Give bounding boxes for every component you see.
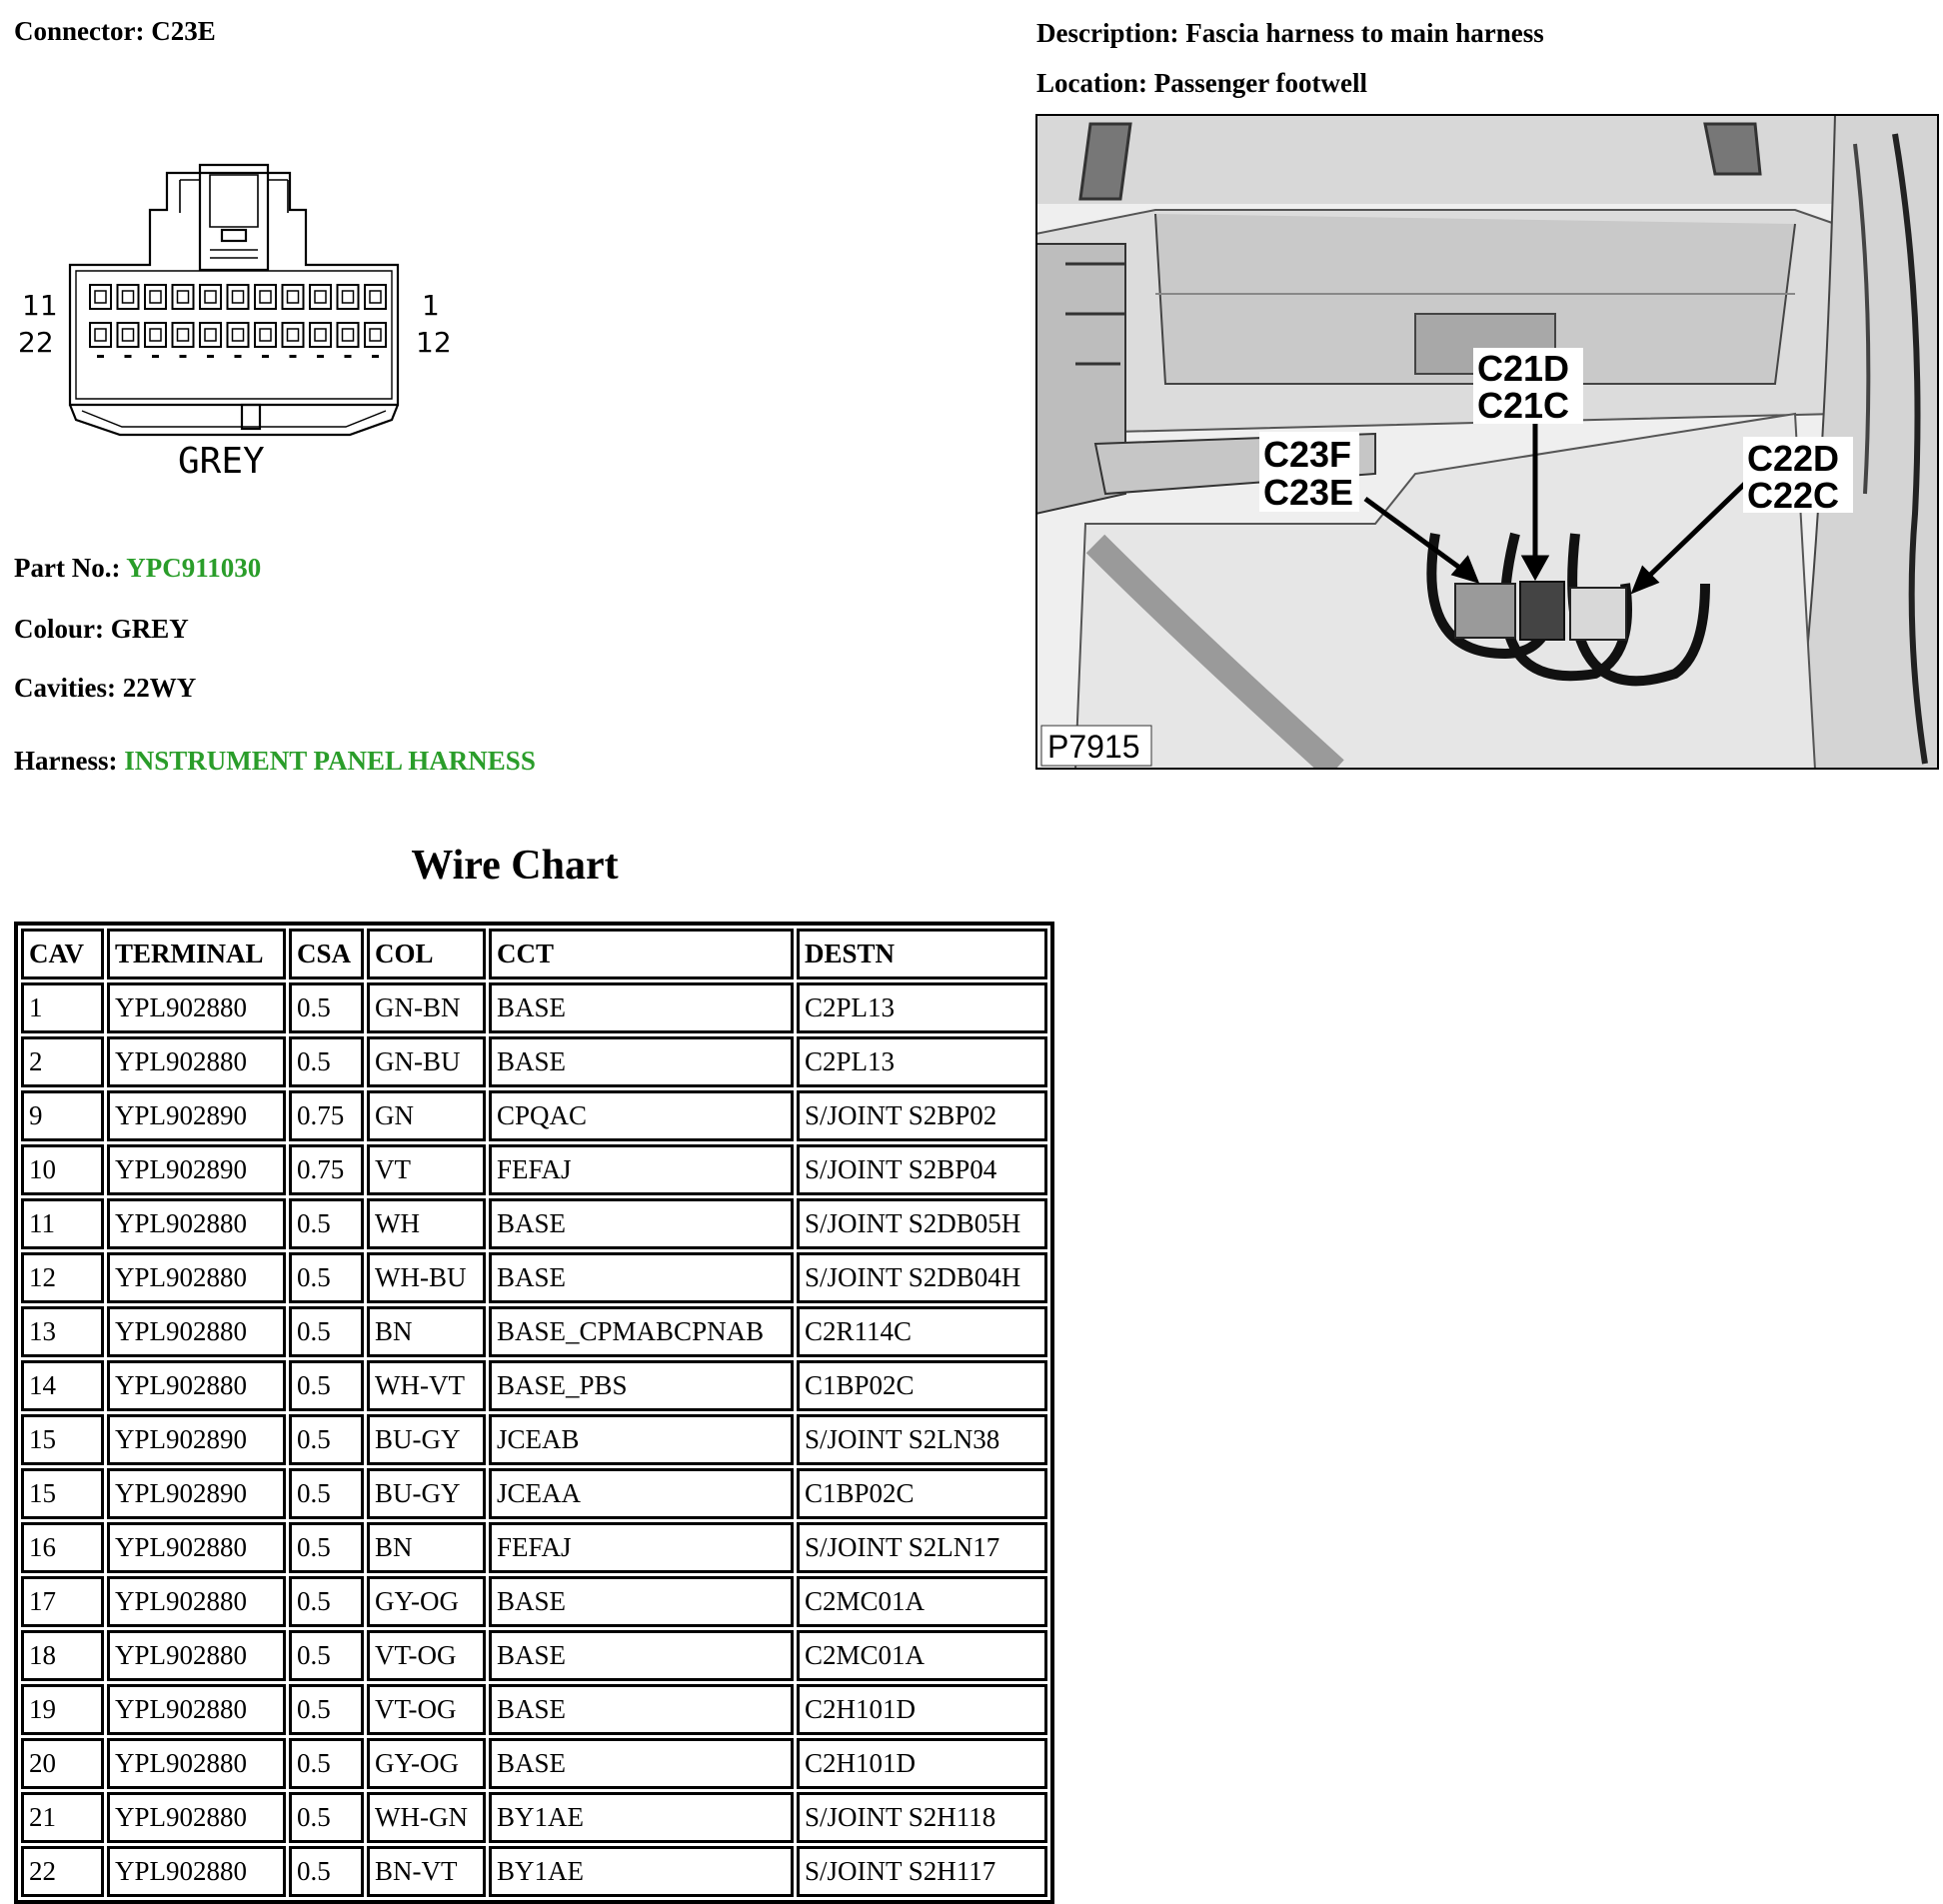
cell-cav: 17 [21,1576,104,1627]
cell-terminal: YPL902880 [107,1576,286,1627]
table-row [21,1792,1047,1843]
cell-destn: C2PL13 [797,982,1047,1033]
cell-cav: 18 [21,1630,104,1681]
location-value: Passenger footwell [1153,68,1367,98]
cell-col: GN [367,1090,486,1141]
pin-terminal [370,291,381,303]
column-header-cct: CCT [489,929,794,979]
cell-terminal: YPL902880 [107,1630,286,1681]
pin-cavity [283,285,304,309]
cell-cct: BASE_CPMABCPNAB [489,1306,794,1357]
table-row [21,1846,1047,1897]
table-row [21,1522,1047,1573]
cell-csa: 0.5 [289,1738,364,1789]
pin-number-22: 22 [18,326,54,359]
cavities-value: 22WY [122,673,197,703]
column-header-terminal: TERMINAL [107,929,286,979]
pin-cavity [200,323,221,347]
location-line [1036,68,1367,99]
part-number-link[interactable]: YPC911030 [126,553,262,583]
cell-cav: 1 [21,982,104,1033]
pin-terminal [288,329,299,341]
pin-terminal [260,291,271,303]
cell-col: BN-VT [367,1846,486,1897]
column-header-cav: CAV [21,929,104,979]
cell-destn: S/JOINT S2LN38 [797,1414,1047,1465]
connector-title [14,16,216,47]
cell-destn: C2MC01A [797,1630,1047,1681]
cell-col: VT-OG [367,1684,486,1735]
pin-terminal [315,329,326,341]
pin-terminal [233,329,244,341]
pin-cavity [90,285,111,309]
cell-col: BU-GY [367,1414,486,1465]
cell-destn: C2R114C [797,1306,1047,1357]
cell-cav: 11 [21,1198,104,1249]
cell-col: BN [367,1306,486,1357]
part-number-line [14,553,261,584]
cell-col: GN-BU [367,1036,486,1087]
column-header-csa: CSA [289,929,364,979]
cell-terminal: YPL902880 [107,1306,286,1357]
pin-number-12: 12 [416,326,452,359]
table-row [21,1360,1047,1411]
colour-label: Colour: [14,614,104,644]
cell-cct: BY1AE [489,1846,794,1897]
cell-cav: 16 [21,1522,104,1573]
pin-terminal [150,329,161,341]
cell-csa: 0.5 [289,1684,364,1735]
pin-cavity [338,285,359,309]
connector-colour-caption: GREY [178,441,265,482]
cell-cct: JCEAA [489,1468,794,1519]
cell-csa: 0.75 [289,1144,364,1195]
pin-terminal [95,291,106,303]
cell-col: WH-BU [367,1252,486,1303]
table-row [21,1414,1047,1465]
table-header-row [21,929,1047,979]
pin-cavity [118,285,139,309]
pin-key-mark [97,355,104,358]
pin-terminal [178,329,189,341]
photo-label-c23e: C23E [1263,472,1354,513]
pin-key-mark [235,355,242,358]
photo-label-c22d: C22D [1747,438,1840,479]
pin-cavity [200,285,221,309]
table-row [21,1468,1047,1519]
cell-csa: 0.5 [289,1036,364,1087]
cell-csa: 0.5 [289,982,364,1033]
pin-cavity [365,323,386,347]
cell-cct: BASE [489,1198,794,1249]
pin-cavity [310,285,331,309]
pin-cavity [228,285,249,309]
cell-cav: 14 [21,1360,104,1411]
cell-csa: 0.5 [289,1252,364,1303]
cell-destn: C2PL13 [797,1036,1047,1087]
location-photo [1035,114,1939,770]
cell-destn: S/JOINT S2DB04H [797,1252,1047,1303]
cell-terminal: YPL902880 [107,1252,286,1303]
pin-terminal [260,329,271,341]
pin-key-mark [180,355,187,358]
cell-destn: S/JOINT S2H118 [797,1792,1047,1843]
cell-cav: 20 [21,1738,104,1789]
cell-terminal: YPL902890 [107,1414,286,1465]
pin-key-mark [372,355,379,358]
cell-terminal: YPL902880 [107,982,286,1033]
description-label: Description: [1036,18,1179,48]
cell-cct: CPQAC [489,1090,794,1141]
pin-terminal [205,291,216,303]
cell-col: WH [367,1198,486,1249]
cell-cav: 15 [21,1414,104,1465]
cell-csa: 0.75 [289,1090,364,1141]
cell-destn: C1BP02C [797,1360,1047,1411]
pin-key-mark [290,355,297,358]
cell-cct: BASE [489,1684,794,1735]
pin-terminal [95,329,106,341]
cell-destn: S/JOINT S2BP02 [797,1090,1047,1141]
location-label: Location: [1036,68,1147,98]
pin-terminal [178,291,189,303]
table-row [21,1738,1047,1789]
cell-cct: BASE [489,1630,794,1681]
pin-number-11: 11 [22,289,58,322]
photo-label-c21c: C21C [1477,385,1570,426]
cell-cav: 10 [21,1144,104,1195]
pin-terminal [315,291,326,303]
cell-cav: 21 [21,1792,104,1843]
pin-key-mark [125,355,132,358]
description-line [1036,18,1544,49]
cell-cct: BASE [489,1738,794,1789]
cell-cct: BASE [489,982,794,1033]
pin-cavity [365,285,386,309]
cell-cct: BY1AE [489,1792,794,1843]
cell-destn: S/JOINT S2LN17 [797,1522,1047,1573]
pin-terminal [288,291,299,303]
cell-csa: 0.5 [289,1630,364,1681]
harness-line [14,746,536,777]
cell-destn: S/JOINT S2DB05H [797,1198,1047,1249]
pin-terminal [370,329,381,341]
photo-ref: P7915 [1047,729,1140,765]
cell-destn: S/JOINT S2H117 [797,1846,1047,1897]
cell-csa: 0.5 [289,1306,364,1357]
cell-cav: 22 [21,1846,104,1897]
cell-csa: 0.5 [289,1576,364,1627]
cell-cct: BASE_PBS [489,1360,794,1411]
cell-col: BN [367,1522,486,1573]
colour-line [14,614,189,645]
pin-cavity [145,323,166,347]
pin-cavity [90,323,111,347]
table-row [21,1252,1047,1303]
pin-terminal [343,291,354,303]
table-row [21,1036,1047,1087]
cell-csa: 0.5 [289,1198,364,1249]
pin-key-mark [345,355,352,358]
cell-col: VT [367,1144,486,1195]
connector-label: Connector: [14,16,145,46]
cell-terminal: YPL902890 [107,1144,286,1195]
cell-csa: 0.5 [289,1846,364,1897]
pin-terminal [343,329,354,341]
cell-col: WH-VT [367,1360,486,1411]
cell-csa: 0.5 [289,1360,364,1411]
cell-destn: C1BP02C [797,1468,1047,1519]
column-header-destn: DESTN [797,929,1047,979]
cell-terminal: YPL902880 [107,1792,286,1843]
table-row [21,1306,1047,1357]
cell-cct: BASE [489,1036,794,1087]
cell-terminal: YPL902880 [107,1360,286,1411]
table-row [21,1090,1047,1141]
colour-value: GREY [110,614,189,644]
pin-cavity [310,323,331,347]
pin-cavity [118,323,139,347]
pin-cavity [338,323,359,347]
table-row [21,1576,1047,1627]
pin-key-mark [262,355,269,358]
wire-chart-table [14,922,1054,1904]
table-row [21,1198,1047,1249]
table-row [21,1144,1047,1195]
cell-terminal: YPL902880 [107,1684,286,1735]
cell-csa: 0.5 [289,1522,364,1573]
connector-value: C23E [151,16,216,46]
cell-col: GY-OG [367,1738,486,1789]
cell-cav: 2 [21,1036,104,1087]
cell-destn: C2H101D [797,1684,1047,1735]
table-row [21,982,1047,1033]
pin-cavity [255,285,276,309]
cell-terminal: YPL902890 [107,1468,286,1519]
pin-terminal [123,329,134,341]
pin-key-mark [317,355,324,358]
cell-terminal: YPL902880 [107,1036,286,1087]
pin-terminal [123,291,134,303]
cell-cct: BASE [489,1252,794,1303]
cell-destn: S/JOINT S2BP04 [797,1144,1047,1195]
cell-terminal: YPL902880 [107,1738,286,1789]
pin-terminal [150,291,161,303]
pin-terminal [205,329,216,341]
part-number-label: Part No.: [14,553,121,583]
pin-cavity [145,285,166,309]
cell-terminal: YPL902880 [107,1522,286,1573]
pin-key-mark [152,355,159,358]
cell-cav: 13 [21,1306,104,1357]
cell-cct: FEFAJ [489,1144,794,1195]
cell-col: GY-OG [367,1576,486,1627]
cell-csa: 0.5 [289,1414,364,1465]
pin-cavities [90,285,386,358]
pin-cavity [173,285,194,309]
table-row [21,1630,1047,1681]
cell-destn: C2H101D [797,1738,1047,1789]
cell-terminal: YPL902880 [107,1846,286,1897]
harness-label: Harness: [14,746,118,776]
cell-csa: 0.5 [289,1792,364,1843]
photo-label-c21d: C21D [1477,348,1570,389]
cell-cct: BASE [489,1576,794,1627]
pin-cavity [173,323,194,347]
cavities-label: Cavities: [14,673,116,703]
wire-chart-title: Wire Chart [411,843,619,889]
harness-link[interactable]: INSTRUMENT PANEL HARNESS [124,746,536,776]
cell-csa: 0.5 [289,1468,364,1519]
cell-cav: 12 [21,1252,104,1303]
cell-cav: 15 [21,1468,104,1519]
cell-destn: C2MC01A [797,1576,1047,1627]
photo-label-c22c: C22C [1747,475,1840,516]
cell-terminal: YPL902880 [107,1198,286,1249]
cell-cav: 19 [21,1684,104,1735]
pin-cavity [228,323,249,347]
pin-cavity [283,323,304,347]
pin-terminal [233,291,244,303]
column-header-col: COL [367,929,486,979]
cell-cct: JCEAB [489,1414,794,1465]
cell-cav: 9 [21,1090,104,1141]
cell-terminal: YPL902890 [107,1090,286,1141]
cell-col: GN-BN [367,982,486,1033]
pin-key-mark [207,355,214,358]
pin-number-1: 1 [422,289,440,322]
cell-col: WH-GN [367,1792,486,1843]
cell-cct: FEFAJ [489,1522,794,1573]
photo-label-c23f: C23F [1263,434,1352,475]
pin-cavity [255,323,276,347]
connector-face-diagram [10,155,470,495]
description-value: Fascia harness to main harness [1185,18,1544,48]
table-row [21,1684,1047,1735]
cavities-line [14,673,196,704]
cell-col: BU-GY [367,1468,486,1519]
cell-col: VT-OG [367,1630,486,1681]
